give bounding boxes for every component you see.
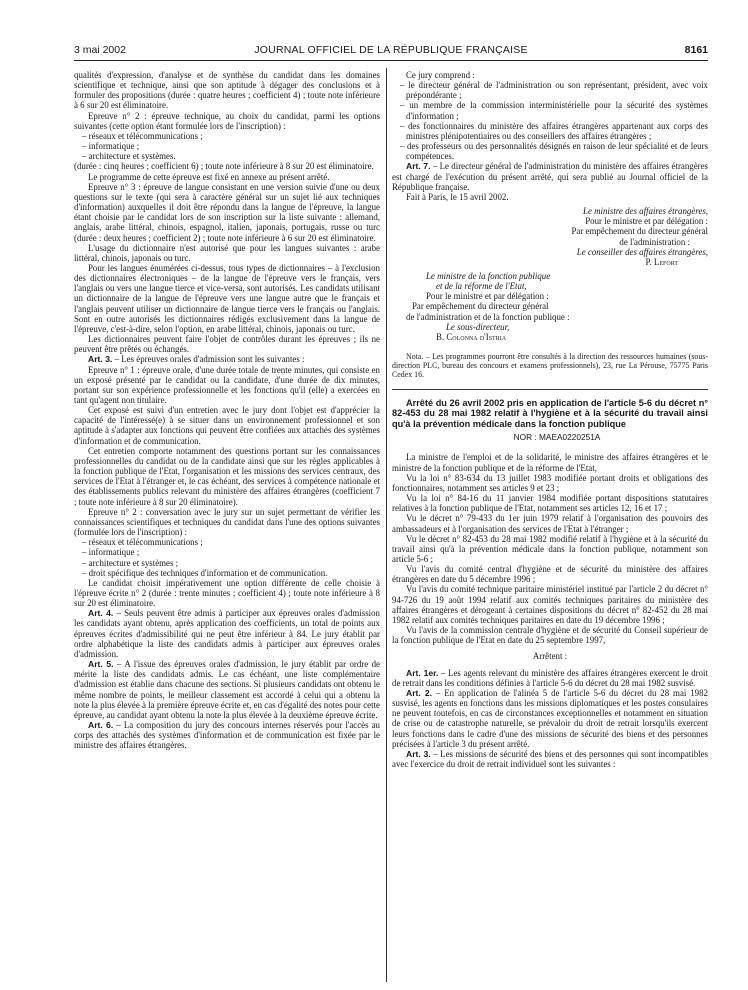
signatory-name: B. Colonna d'Istria: [436, 331, 507, 342]
list-item: – architecture et systèmes ;: [82, 557, 179, 568]
signature-line: Le sous-directeur,: [446, 321, 510, 332]
signature-line: Par empêchement du directeur général: [571, 226, 708, 237]
signature-line: de l'administration et de la fonction publique :: [406, 311, 570, 322]
article-3: [392, 749, 708, 769]
article-label: Art. 5.: [88, 659, 114, 670]
signature-line: de l'administration :: [619, 236, 690, 247]
paragraph: Le candidat choisit impérativement une option différente de celle choisie à l'épreuve écrite n° 2 (durée : trente minutes ; coefficient 4) ; toute note inférieure à 8 sur 20 est éliminatoire.: [74, 577, 380, 609]
list-item: – droit spécifique des techniques d'information et de communication.: [82, 567, 328, 578]
section-separator: [392, 389, 708, 390]
visa: Vu la loi n° 83-634 du 13 juillet 1983 modifiée portant droits et obligations des fonctionnaires, notamment ses articles 9 et 23 ;: [392, 472, 708, 493]
article-text: – Les missions de sécurité des biens et des personnes qui sont incompatibles avec l'exercice du droit de retrait individuel sont les suivantes :: [392, 748, 708, 769]
paragraph: L'usage du dictionnaire n'est autorisé que pour les langues suivantes : arabe littéral, chinois, japonais ou turc.: [74, 242, 380, 263]
list-item: – réseaux et télécommunications ;: [82, 537, 203, 548]
signature-line: Le ministre de la fonction publique: [426, 270, 551, 281]
paragraph: (durée : cinq heures ; coefficient 6) ; toute note inférieure à 8 sur 20 est éliminatoire.: [74, 161, 374, 172]
signature-line: et de la réforme de l'Etat,: [436, 281, 527, 292]
page-header: [74, 44, 708, 58]
list-item: – informatique ;: [82, 141, 140, 152]
article-2: [392, 688, 708, 749]
list-item: – informatique ;: [82, 547, 140, 558]
paragraph: Cet entretien comporte notamment des questions portant sur les connaissances professionnelles du candidat ou de la candidate ainsi que sur les règles applicables à la fonction publique de l'Etat, l'organisation et les missions des services centraux, des services de l'Etat à l'étranger et, le cas échéant, des services à compétence nationale et des établissements publics relevant du ministère des affaires étrangères (coefficient 7 ; toute note inférieure à 8 sur 20 éliminatoire).: [74, 445, 380, 507]
article-text: – Les épreuves orales d'admission sont les suivantes :: [112, 354, 305, 365]
article-text: – Le directeur général de l'administration du ministère des affaires étrangères est chargé de l'exécution du présent arrêté, qui sera publié au Journal officiel de la République française.: [392, 161, 708, 192]
article-3: [74, 354, 380, 364]
article-label: Art. 1er.: [406, 667, 439, 678]
nota: Nota. – Les programmes pourront être consultés à la direction des ressources humaines (sous-direction PLC, bureau des concours et examens professionnels), 23, rue La Pérouse, 75775 Paris Cedex 16.: [392, 352, 708, 380]
list-item: – des fonctionnaires du ministère des affaires étrangères appartenant aux corps des ministres plénipotentiaires ou des conseillers des affaires étrangères ;: [400, 120, 708, 141]
signature-line: Le ministre des affaires étrangères,: [583, 206, 708, 217]
left-column: [74, 70, 380, 982]
article-label: Art. 3.: [406, 748, 431, 759]
visa: Vu le décret n° 79-433 du 1er juin 1979 relatif à l'organisation des pouvoirs des ambassadeurs et à l'organisation des services de l'Etat à l'étranger ;: [392, 513, 708, 534]
article-text: – A l'issue des épreuves orales d'admission, le jury établit par ordre de mérite la liste des candidats admis. Le cas échéant, une liste complémentaire d'admission est établie dans chacune des sections. Si plusieurs candidats ont obtenu le même nombre de points, le meilleur classement est accordé à celui qui a obtenu la note la plus élevée à la première épreuve écrite et, en cas d'égalité des notes pour cette épreuve, au candidat ayant obtenu la note la plus élevée à la deuxième épreuve écrite.: [74, 659, 380, 720]
article-label: Art. 2.: [406, 687, 433, 698]
signature-line: Le conseiller des affaires étrangères,: [576, 246, 708, 257]
list-item: – le directeur général de l'administration ou son représentant, président, avec voix prépondérante ;: [400, 80, 708, 101]
article-4: [74, 608, 380, 659]
visa: Vu l'avis du comité central d'hygiène et de sécurité du ministère des affaires étrangères en date du 5 décembre 1996 ;: [392, 564, 708, 585]
paragraph: Epreuve n° 2 : conversation avec le jury sur un sujet permettant de vérifier les connaissances scientifiques et techniques du candidat dans l'une des options suivantes (formulée lors de l'inscription) :: [74, 506, 380, 538]
article-label: Art. 3.: [88, 354, 113, 365]
article-label: Art. 4.: [88, 608, 114, 619]
article-text: – En application de l'alinéa 5 de l'article 5-6 du décret du 28 mai 1982 susvisé, les agents en fonctions dans les missions diplomatiques et les postes consulaires ne peuvent toutefois, en cas de circonstances exceptionnelles et notamment en situation de crise ou de catastrophe naturelle, se prévaloir du droit de retrait lorsqu'ils exercent leurs fonctions dans le cadre d'une des missions de sécurité des biens et des personnes précisées à l'article 3 du présent arrêté.: [392, 687, 708, 749]
article-text: – Les agents relevant du ministère des affaires étrangères exercent le droit de retrait dans les conditions définies à l'article 5-6 du décret du 28 mai 1982 susvisé.: [392, 667, 708, 688]
article-text: – La composition du jury des concours internes réservés pour l'accès au corps des attachés des systèmes d'information et de communication est fixée par le ministre des affaires étrangères.: [74, 720, 380, 751]
signatory-name: P. Lefort: [645, 256, 678, 267]
paragraph: Ce jury comprend :: [406, 70, 475, 80]
paragraph: La ministre de l'emploi et de la solidarité, le ministre des affaires étrangères et le ministre de la fonction publique et de la réforme de l'Etat,: [392, 452, 708, 473]
visa: Vu l'avis de la commission centrale d'hygiène et de sécurité du Conseil supérieur de la fonction publique de l'Etat en date du 25 septembre 1997,: [392, 625, 708, 646]
article-label: Art. 6.: [88, 720, 114, 730]
list-item: – un membre de la commission interministérielle pour la sécurité des systèmes d'information ;: [400, 100, 708, 121]
header-date: 3 mai 2002: [74, 44, 126, 56]
signature-line: Par empêchement du directeur général: [412, 301, 549, 312]
article-text: – Seuls peuvent être admis à participer aux épreuves orales d'admission les candidats ayant obtenu, après application des coefficients, un total de points aux épreuves écrites d'admissibilité qui ne peut être inférieur à 84. Le jury établit par ordre alphabétique la liste des candidats admis à participer aux épreuves orales d'admission.: [74, 608, 380, 659]
paragraph: Le programme de cette épreuve est fixé en annexe au présent arrêté.: [88, 171, 330, 182]
paragraph: Epreuve n° 1 : épreuve orale, d'une durée totale de trente minutes, qui consiste en un exposé présenté par le candidat ou la candidate, d'une durée de dix minutes, portant sur son expérience professionnelle et les fonctions qu'il (elle) a exercées en tant qu'agent non titulaire.: [74, 364, 380, 405]
header-page-number: 8161: [684, 44, 708, 56]
header-rule: [74, 60, 708, 61]
header-journal-title: JOURNAL OFFICIEL DE LA RÉPUBLIQUE FRANÇAISE: [254, 44, 528, 56]
signature-line: Pour le ministre et par délégation :: [585, 216, 708, 227]
visa: Vu la loi n° 84-16 du 11 janvier 1984 modifiée portant dispositions statutaires relatives à la fonction publique de l'Etat, notamment ses articles 12, 16 et 17 ;: [392, 493, 708, 514]
visa: Vu le décret n° 82-453 du 28 mai 1982 modifié relatif à l'hygiène et à la sécurité du travail ainsi qu'à la prévention médicale dans la fonction publique, notamment son article 5-6 ;: [392, 533, 708, 564]
list-item: – architecture et systèmes.: [82, 151, 176, 162]
article-5: [74, 659, 380, 720]
column-divider: [386, 68, 387, 982]
paragraph: Epreuve n° 3 : épreuve de langue consistant en une version suivie d'une ou deux questions sur le texte (qui sera à caractère général sur un sujet lié aux techniques d'information) auxquelles il doit être répondu dans la langue de l'épreuve, la langue étant choisie par le candidat lors de son inscription sur la liste suivante : allemand, anglais, arabe littéral, chinois, espagnol, italien, japonais, portugais, russe ou turc (durée : deux heures ; coefficient 2) ; toute note inférieure à 6 sur 20 est éliminatoire.: [74, 181, 380, 243]
article-1: [392, 668, 708, 688]
place-date: Fait à Paris, le 15 avril 2002.: [406, 191, 509, 202]
nor-reference: NOR : MAEA0220251A: [513, 432, 601, 443]
paragraph: Les dictionnaires peuvent faire l'objet de contrôles durant les épreuves ; ils ne peuvent être prêtés ou échangés.: [74, 334, 380, 355]
article-6: [74, 720, 380, 750]
article-label: Art. 7.: [406, 161, 431, 172]
arrete-title: Arrêté du 26 avril 2002 pris en application de l'article 5-6 du décret n° 82-453 du 28 mai 1982 relatif à l'hygiène et à la sécurité du travail ainsi qu'à la prévention médicale dans la fonction publique: [392, 398, 708, 429]
paragraph: Pour les langues énumérées ci-dessus, tous types de dictionnaires – à l'exclusion des dictionnaires électroniques – de la langue de l'épreuve vers le français, vers l'anglais ou vers une langue tierce et vice-versa, sont autorisés. Les candidats utilisant un dictionnaire de la langue de l'épreuve vers une langue autre que le français et l'anglais peuvent utiliser un dictionnaire de langue tierce vers le français ou l'anglais. Sont en outre autorisés les dictionnaires rédigés exclusivement dans la langue de l'épreuve, c'est-à-dire, selon l'option, en arabe littéral, chinois, japonais ou turc.: [74, 262, 380, 334]
article-7: [392, 161, 708, 191]
list-item: – des professeurs ou des personnalités désignés en raison de leur spécialité et de leurs compétences.: [400, 141, 708, 162]
arretent-heading: Arrêtent :: [532, 651, 568, 662]
paragraph: qualités d'expression, d'analyse et de synthèse du candidat dans les domaines scientifique et technique, ainsi que son aptitude à dégager des conclusions et à formuler des propositions (durée : quatre heures ; coefficient 4) ; toute note inférieure à 6 sur 20 est éliminatoire.: [74, 70, 380, 111]
right-column: [392, 70, 708, 982]
paragraph: Cet exposé est suivi d'un entretien avec le jury dont l'objet est d'apprécier la capacité de l'intéressé(e) à se situer dans un environnement professionnel et son aptitude à s'adapter aux fonctions qui peuvent être confiées aux attachés des systèmes d'information et de communication.: [74, 405, 380, 446]
paragraph: Epreuve n° 2 : épreuve technique, au choix du candidat, parmi les options suivantes (cette option étant formulée lors de l'inscription) :: [74, 110, 380, 131]
list-item: – réseaux et télécommunications ;: [82, 130, 203, 141]
visa: Vu l'avis du comité technique paritaire ministériel institué par l'article 2 du décret n° 94-726 du 19 août 1994 relatif aux comités techniques paritaires du ministère des affaires étrangères et dérogeant à certaines dispositions du décret n° 82-452 du 28 mai 1982 relatif aux comités techniques paritaires en date du 19 décembre 1996 ;: [392, 584, 708, 625]
signature-line: Pour le ministre et par délégation :: [426, 291, 549, 302]
